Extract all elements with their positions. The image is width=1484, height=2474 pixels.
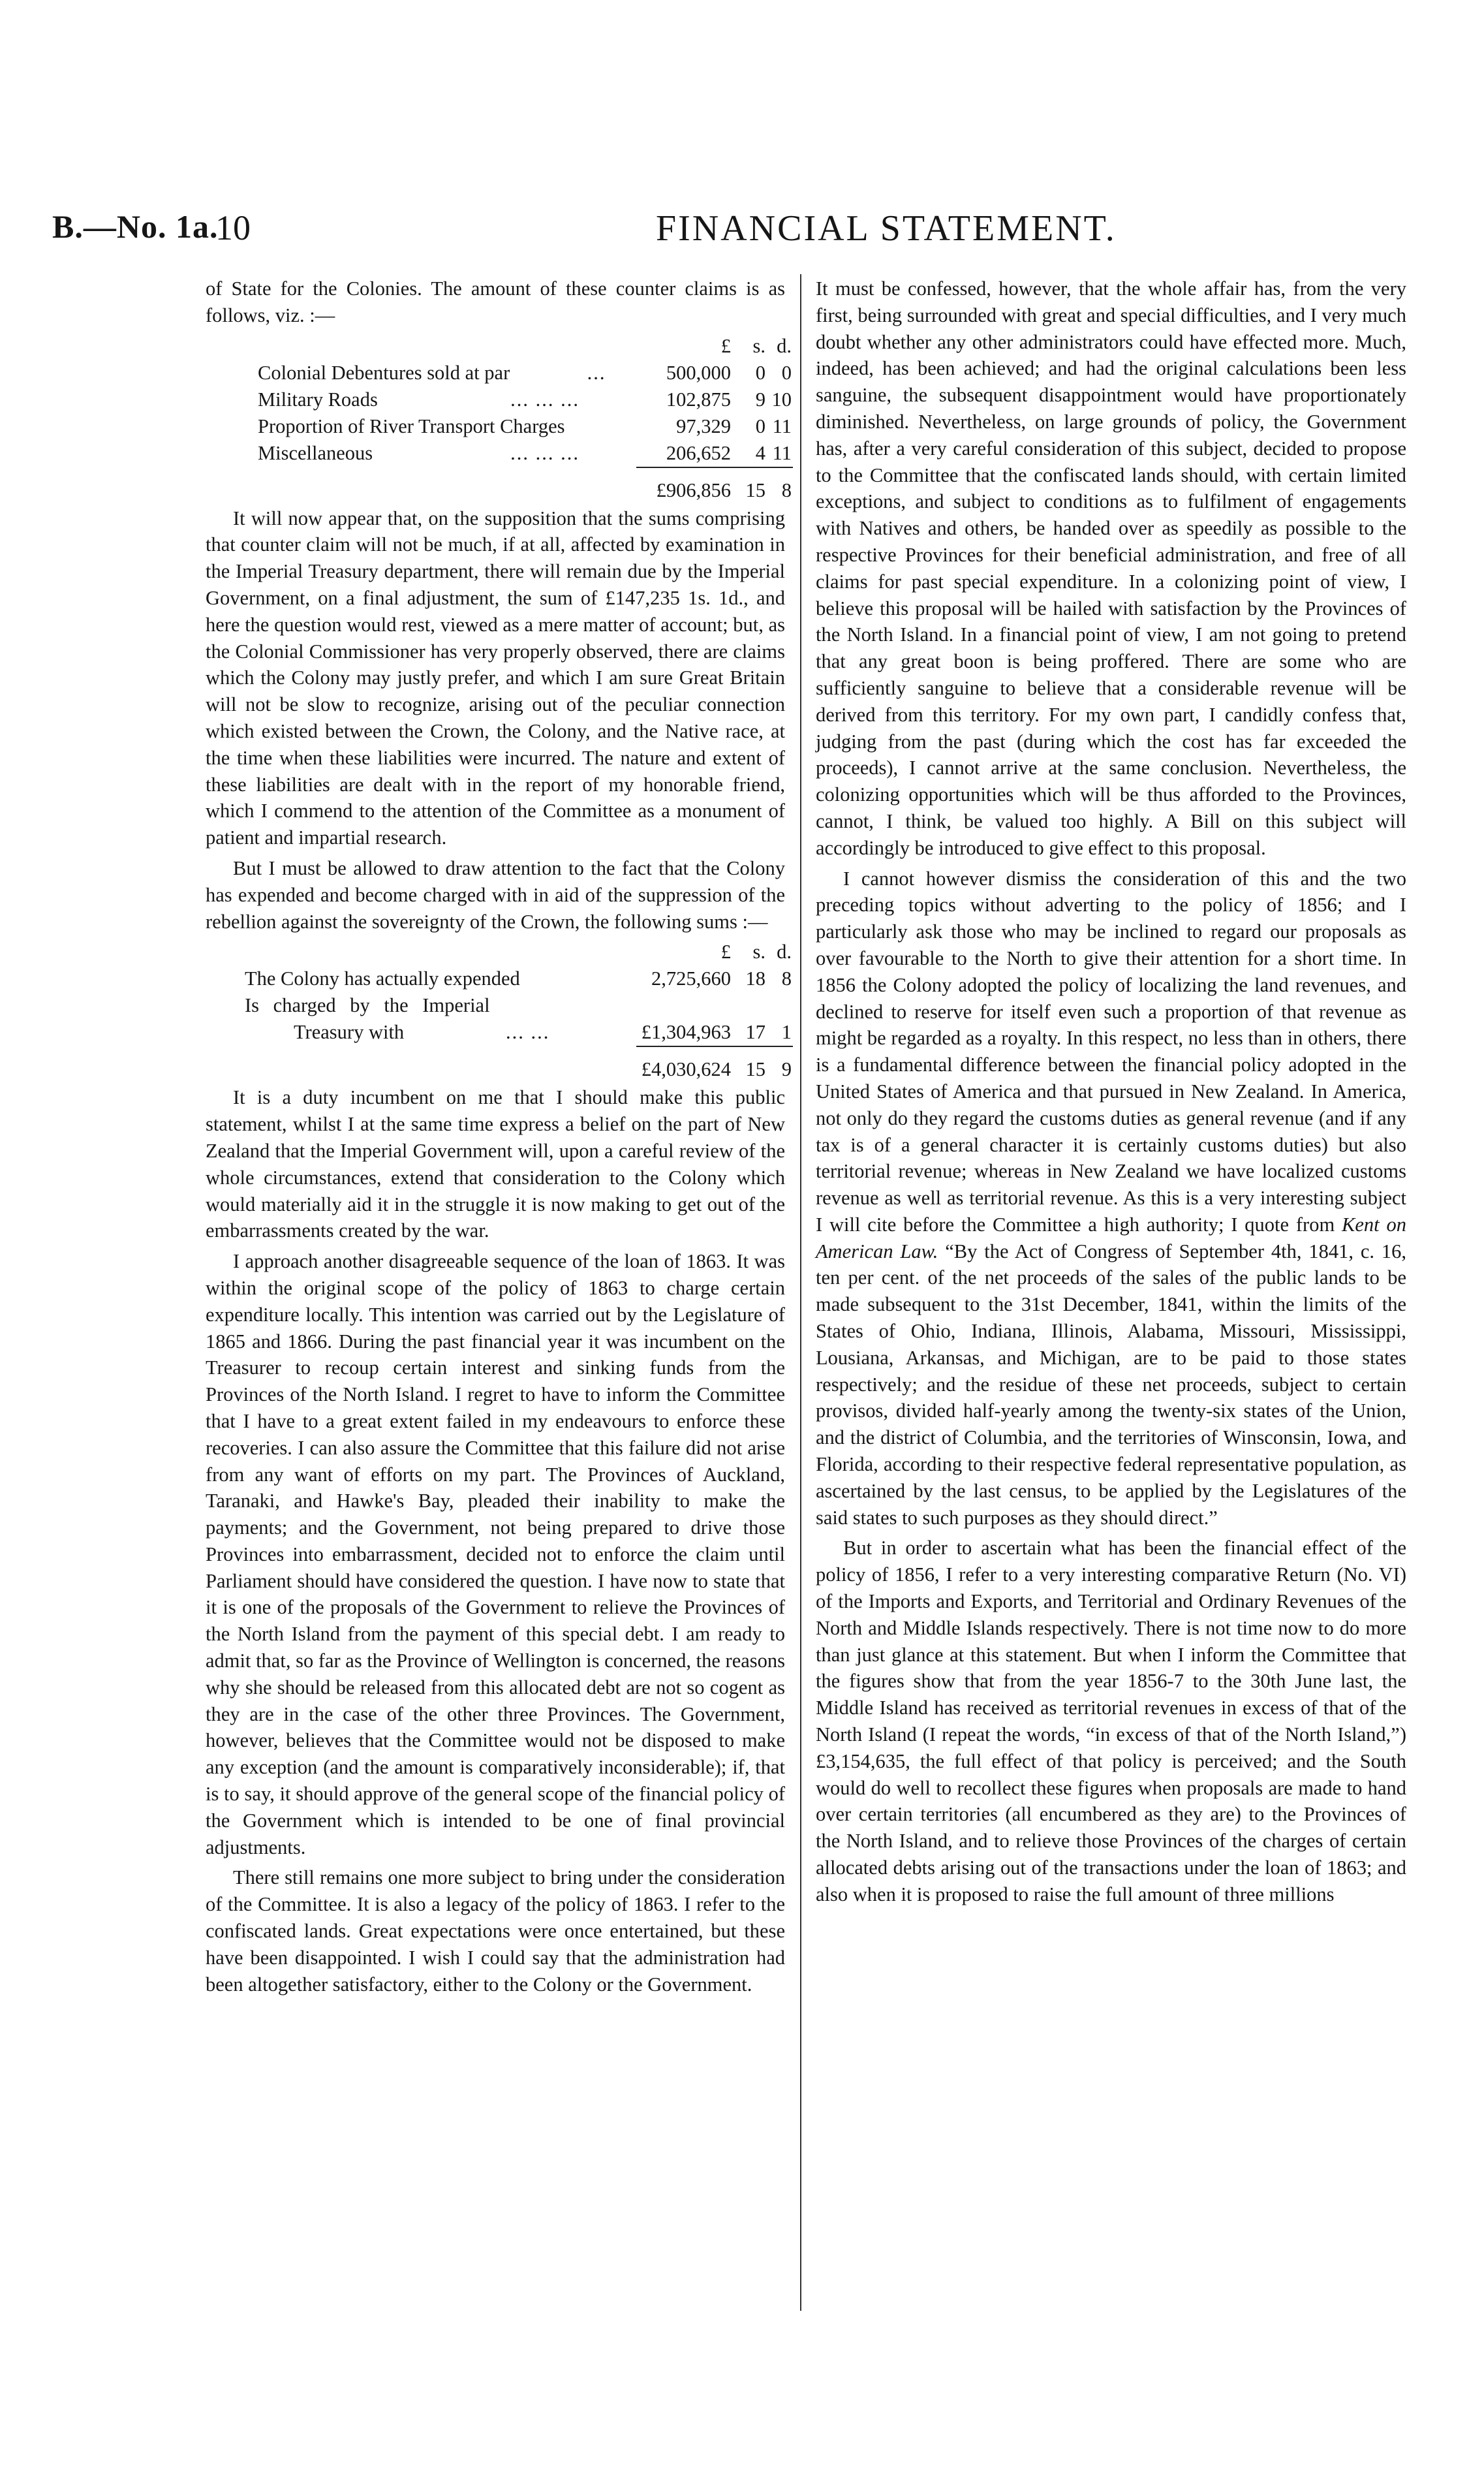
total-shillings: 15 — [745, 478, 765, 501]
paragraph: But I must be allowed to draw attention to the fact that the Colony has expended and become charged with in aid of the suppression of the rebellion against the sovereignty of the Crown, the following sums :— — [206, 856, 785, 933]
page-number: 10 — [215, 208, 251, 247]
leader-dots: ... ... ... — [510, 441, 580, 464]
table-row — [206, 1019, 792, 1046]
row-label: The Colony has actually expended — [245, 967, 520, 990]
leader-dots: ... ... ... — [510, 388, 580, 411]
table-row — [206, 413, 792, 440]
column-header-pence: d. — [777, 334, 792, 357]
row-label: Is charged by the Imperial — [245, 994, 490, 1017]
page-title: FINANCIAL STATEMENT. — [656, 208, 1117, 249]
column-header-pence: d. — [777, 941, 792, 963]
paragraph — [816, 866, 1406, 1531]
table-header-row — [206, 939, 792, 965]
pence-value: 11 — [772, 415, 792, 437]
sum-rule — [636, 467, 793, 468]
shillings-value: 9 — [755, 388, 765, 411]
paragraph: It must be confessed, however, that the whole affair has, from the very first, being surrounded with great and special difficulties, and I very much doubt whether any other administrators could have effected more. Much, indeed, has been achieved; and had the original calculations been less sanguine, the subsequent disappointment would have proportionately diminished. Nevertheless, on large grounds of policy, the Government has, after a very careful consideration of this subject, decided to propose to the Committee that the confiscated lands should, with certain limited exceptions, and subject to conditions as to fulfilment of engagements with Natives and others, be handed over as speedily as possible to the respective Provinces for their beneficial administration, and free of all claims for past special expenditure. In a colonizing point of view, I believe this proposal will be hailed with satisfaction by the Provinces of the North Island. In a financial point of view, I am not going to pretend that any great boon is being proffered. There are some who are sufficiently sanguine to believe that a considerable revenue will be derived from this territory. For my own part, I candidly confess that, judging from the past (during which the cost has far exceeded the proceeds), I cannot arrive at the same conclusion. Nevertheless, the colonizing opportunities which will be thus afforded to the Provinces, cannot, I think, be valued too highly. A Bill on this subject will accordingly be introduced to give effect to this proposal. — [816, 277, 1406, 859]
row-label: Colonial Debentures sold at par — [258, 361, 510, 384]
pounds-value: 206,652 — [666, 441, 731, 464]
pounds-value: 102,875 — [666, 388, 731, 411]
war-expenditure-table — [206, 939, 792, 1083]
pence-value: 11 — [772, 441, 792, 464]
row-label: Military Roads — [258, 388, 378, 411]
column-header-pounds: £ — [720, 334, 731, 357]
table-row — [206, 965, 792, 992]
total-pounds: £906,856 — [656, 478, 731, 501]
shillings-value: 0 — [755, 415, 765, 437]
total-pounds: £4,030,624 — [641, 1058, 731, 1081]
pounds-value: £1,304,963 — [641, 1021, 731, 1044]
row-label-continued: Treasury with — [294, 1021, 405, 1044]
sum-rule — [636, 1046, 793, 1047]
citation-title: Kent on American Law. — [816, 1213, 1406, 1262]
table-total-row — [206, 1056, 792, 1083]
row-label: Miscellaneous — [258, 441, 373, 464]
column-header-shillings: s. — [752, 941, 765, 963]
table-header-row — [206, 333, 792, 360]
pounds-value: 97,329 — [676, 415, 731, 437]
document-reference: B.—No. 1a. — [52, 208, 219, 245]
shillings-value: 4 — [755, 441, 765, 464]
total-shillings: 15 — [745, 1058, 765, 1081]
table-rule-row — [206, 1046, 785, 1056]
table-row — [206, 440, 792, 467]
pence-value: 10 — [771, 388, 792, 411]
shillings-value: 17 — [745, 1021, 765, 1044]
table-rule-row — [206, 467, 785, 477]
paragraph: It is a duty incumbent on me that I should make this public statement, whilst I at the same time express a belief on the part of New Zealand that the Imperial Government will, upon a careful review of the whole circumstances, extend that consideration to the Colony which would materially aid it in the struggle it is now making to get out of the embarrassments created by the war. — [206, 1086, 785, 1242]
pence-value: 8 — [781, 967, 792, 990]
quotation-text: “By the Act of Congress of September 4th, 1841, c. 16, ten per cent. of the net proceeds of the sales of the public lands to be made subsequent to the 31st December, 1841, within the limits of the States of Ohio, Indiana, Illinois, Alabama, Missouri, Mississippi, Lousiana, Arkansas, and Michigan, are to be paid to those states respectively; and the residue of these net proceeds, subject to certain provisos, divided half-yearly among the twenty-six states of the Union, and the district of Columbia, and the territories of Winsconsin, Iowa, and Florida, according to their respective federal representative population, as ascertained by the last census, to be applied by the Legislatures of the said states to such purposes as they should direct.” — [816, 1240, 1406, 1529]
row-label: Proportion of River Transport Charges — [258, 415, 565, 437]
pounds-value: 2,725,660 — [651, 967, 731, 990]
table-total-row — [206, 477, 792, 504]
total-pence: 8 — [781, 478, 792, 501]
pounds-value: 500,000 — [666, 361, 731, 384]
table-row — [206, 360, 792, 386]
paragraph-text: I cannot however dismiss the consideration of this and the two preceding topics without adverting to the policy of 1856; and I particularly ask those who may be inclined to regard our proposals as over favourable to the North to give their attention for a short time. In 1856 the Colony adopted the policy of localizing the land revenues, and declined to reserve for itself even such a proportion of that revenue as might be regarded as a royalty. In this respect, no less than in others, there is a fundamental difference between the financial policy adopted in the United States of America and that pursued in New Zealand. In America, not only do they regard the customs duties as general revenue (and if any tax is of a general character it is certainly customs duties) but also territorial revenue; whereas in New Zealand we have localized customs revenue as well as territorial revenue. As this is a very interesting subject I will cite before the Committee a high authority; I quote from — [816, 867, 1406, 1236]
paragraph: I approach another disagreeable sequence of the loan of 1863. It was within the original scope of the policy of 1863 to charge certain expenditure locally. This intention was carried out by the Legislature of 1865 and 1866. During the past financial year it was incumbent on the Treasurer to recoup certain interest and sinking funds from the Provinces of the North Island. I regret to have to inform the Committee that I have to a great extent failed in my endeavours to enforce these recoveries. I can also assure the Committee that this failure did not arise from any want of efforts on my part. The Provinces of Auckland, Taranaki, and Hawke's Bay, pleaded their inability to make the payments; and the Government, not being prepared to drive those Provinces into embarrassment, decided not to enforce the claim until Parliament should have considered the question. I have now to state that it is one of the proposals of the Government to relieve the Provinces of the North Island from the payment of this special debt. I am ready to admit that, so far as the Province of Wellington is concerned, the reasons why she should be released from this allocated debt are not so cogent as they are in the case of the other three Provinces. The Government, however, believes that the Committee would not be disposed to make any exception (and the amount is comparatively inconsiderable); if, that is to say, it should approve of the general scope of the financial policy of the Government which is intended to be one of final provincial adjustments. — [206, 1250, 786, 1858]
shillings-value: 18 — [745, 967, 765, 990]
column-header-shillings: s. — [752, 334, 765, 357]
left-column — [206, 275, 792, 1997]
paragraph: It will now appear that, on the supposition that the sums comprising that counter claim will not be much, if at all, affected by examination in the Imperial Treasury department, there will remain due by the Imperial Government, on a final adjustment, the sum of £147,235 1s. 1d., and here the question would rest, viewed as a mere matter of account; but, as the Colonial Commissioner has very properly observed, there are claims which the Colony may justly prefer, and which I am sure Great Britain will not be slow to recognize, arising out of the peculiar connection which existed between the Crown, the Colony, and the Native race, at the time when these liabilities were incurred. The nature and extent of these liabilities are dealt with in the report of my honorable friend, which I commend to the attention of the Committee as a monument of patient and impartial research. — [206, 507, 785, 849]
paragraph: There still remains one more subject to bring under the consideration of the Committee. It is also a legacy of the policy of 1863. I refer to the confiscated lands. Great expectations were once entertained, but these have been disappointed. I wish I could say that the administration had been altogether satisfactory, either to the Colony or the Government. — [206, 1866, 785, 1996]
page-header — [52, 208, 1432, 260]
total-pence: 9 — [781, 1058, 792, 1081]
table-row — [206, 386, 792, 413]
pence-value: 0 — [781, 361, 792, 384]
right-column — [816, 275, 1406, 1908]
paragraph: But in order to ascertain what has been the financial effect of the policy of 1856, I refer to a very interesting comparative Return (No. VI) of the Imports and Exports, and Territorial and Ordinary Revenues of the North and Middle Islands respectively. There is not time now to do more than just glance at this statement. But when I inform the Committee that the figures show that from the year 1856-7 to the 30th June last, the Middle Island has received as territorial revenues in excess of that of the North Island (I repeat the words, “in excess of that of the North Island,”) £3,154,635, the full effect of that policy is perceived; and the South would do well to recollect these figures when proposals are made to hand over certain territories (all encumbered as they are) to the Provinces of the North Island, and to relieve those Provinces of the charges of certain allocated debts arising out of the transactions under the loan of 1863; and also when it is proposed to raise the full amount of three millions — [816, 1537, 1406, 1905]
leader-dots: ... — [587, 361, 606, 384]
column-header-pounds: £ — [720, 941, 731, 963]
pence-value: 1 — [781, 1021, 792, 1044]
shillings-value: 0 — [755, 361, 765, 384]
counter-claims-table — [206, 333, 792, 504]
column-divider — [800, 274, 801, 2311]
leader-dots: ... ... — [506, 1021, 550, 1044]
table-row — [206, 992, 785, 1019]
paragraph: of State for the Colonies. The amount of these counter claims is as follows, viz. :— — [206, 277, 785, 326]
